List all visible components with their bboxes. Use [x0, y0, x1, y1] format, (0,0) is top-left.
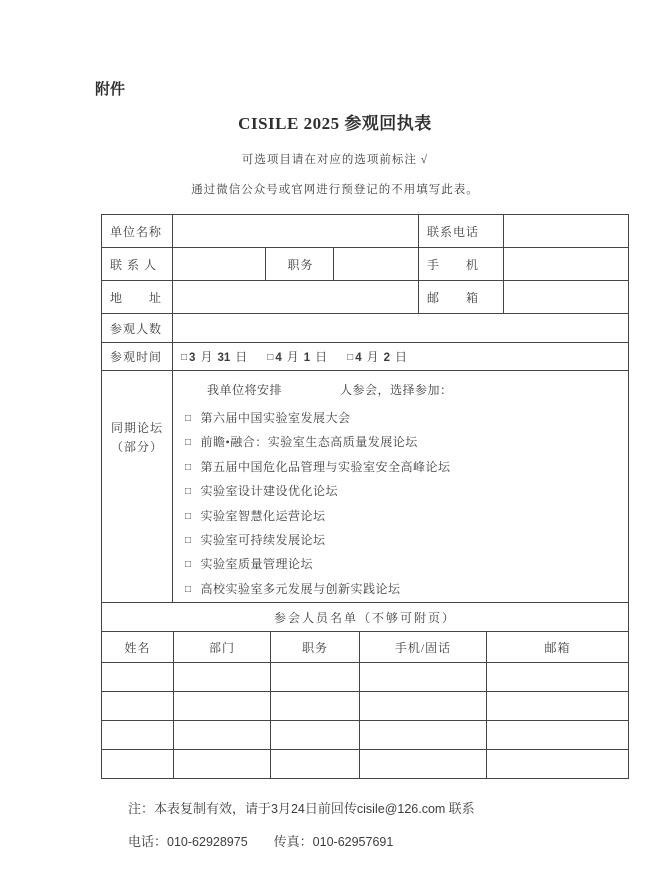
- attendee-cell[interactable]: [360, 721, 487, 750]
- checkbox-icon[interactable]: □: [185, 437, 192, 449]
- forum-option-label: 实验室可持续发展论坛: [200, 533, 326, 548]
- forum-option-label: 高校实验室多元发展与创新实践论坛: [200, 581, 401, 596]
- info-table: [101, 214, 629, 603]
- attendee-cell[interactable]: [102, 692, 174, 721]
- footer-line-2: [128, 832, 670, 852]
- checkbox-icon[interactable]: □: [185, 535, 192, 547]
- forum-option-label: 实验室质量管理论坛: [200, 557, 314, 572]
- position-input-cell[interactable]: [334, 248, 419, 281]
- date-day-unit: 日: [235, 350, 248, 364]
- attendee-cell[interactable]: [102, 721, 174, 750]
- position-label: 职务: [266, 248, 334, 281]
- attendee-empty-row: [102, 721, 629, 750]
- note-suffix: 联系: [448, 801, 475, 817]
- unit-name-label: 单位名称: [102, 215, 173, 248]
- mobile-label: 手 机: [419, 248, 504, 281]
- attendee-table: [101, 602, 629, 779]
- col-header-email: 邮箱: [487, 632, 629, 663]
- col-header-name: 姓名: [102, 632, 174, 663]
- visitor-count-label: 参观人数: [102, 314, 173, 343]
- date-month-unit: 月: [200, 350, 213, 364]
- forum-label-line2: （部分）: [110, 440, 163, 454]
- visit-dates-cell: [173, 343, 629, 371]
- table-row: [102, 281, 629, 314]
- visit-date-option-1: [181, 350, 252, 364]
- forum-option: [185, 407, 624, 431]
- forum-option: [185, 456, 624, 480]
- note-prefix: 注：本表复制有效，请于: [128, 801, 272, 817]
- contact-email: cisile@126.com: [356, 802, 446, 817]
- unit-name-input-cell[interactable]: [173, 215, 419, 248]
- forum-option-label: 第五届中国危化品管理与实验室安全高峰论坛: [200, 459, 451, 474]
- phone-number: 010-62928975: [167, 835, 248, 850]
- footer-note: [128, 799, 670, 852]
- col-header-department: 部门: [174, 632, 271, 663]
- col-header-phone: 手机/固话: [360, 632, 487, 663]
- visitor-count-input-cell[interactable]: [173, 314, 629, 343]
- attendee-section-title: 参会人员名单（不够可附页）: [102, 603, 629, 632]
- attendee-empty-row: [102, 663, 629, 692]
- table-row: [102, 603, 629, 632]
- attendee-cell[interactable]: [360, 692, 487, 721]
- attendee-cell[interactable]: [271, 750, 360, 779]
- attendee-cell[interactable]: [271, 692, 360, 721]
- attendee-cell[interactable]: [360, 663, 487, 692]
- forum-option: [185, 505, 624, 529]
- instruction-note-1: 可选项目请在对应的选项前标注 √: [241, 154, 429, 166]
- footer-line-1: [128, 799, 670, 819]
- forum-option: [185, 529, 624, 553]
- address-input-cell[interactable]: [173, 281, 419, 314]
- visit-time-label: 参观时间: [102, 343, 173, 371]
- forum-option-label: 实验室设计建设优化论坛: [200, 484, 339, 499]
- note-deadline-month: 3: [271, 802, 278, 817]
- contact-phone-input-cell[interactable]: [504, 215, 629, 248]
- table-row: [102, 343, 629, 371]
- mobile-input-cell[interactable]: [504, 248, 629, 281]
- date-day-num: 31: [217, 352, 231, 364]
- checkbox-icon[interactable]: □: [267, 352, 274, 363]
- checkbox-icon[interactable]: □: [185, 413, 192, 424]
- forum-intro: [173, 379, 624, 401]
- checkbox-icon[interactable]: □: [185, 583, 192, 595]
- checkbox-icon[interactable]: □: [181, 352, 188, 363]
- note-deadline-day: 24: [290, 802, 305, 817]
- date-day-unit: 日: [315, 350, 328, 364]
- attendee-cell[interactable]: [360, 750, 487, 779]
- forum-option-label: 前瞻•融合：实验室生态高质量发展论坛: [200, 435, 418, 450]
- date-month-num: 3: [189, 352, 196, 364]
- checkbox-icon[interactable]: □: [185, 486, 192, 498]
- attendee-empty-row: [102, 692, 629, 721]
- attendee-cell[interactable]: [174, 663, 271, 692]
- attendee-empty-row: [102, 750, 629, 779]
- forum-intro-prefix: 我单位将安排: [207, 383, 283, 397]
- email-label: 邮 箱: [419, 281, 504, 314]
- attendee-cell[interactable]: [487, 721, 629, 750]
- fax-label: 传真：: [273, 834, 313, 850]
- date-month-unit: 月: [286, 350, 299, 364]
- forum-option-label: 实验室智慧化运营论坛: [200, 508, 326, 523]
- contact-phone-label: 联系电话: [419, 215, 504, 248]
- attendee-cell[interactable]: [271, 721, 360, 750]
- forum-content-cell: [173, 371, 629, 603]
- instruction-note-2: 通过微信公众号或官网进行预登记的不用填写此表。: [191, 184, 479, 196]
- table-row: [102, 215, 629, 248]
- attendee-cell[interactable]: [174, 721, 271, 750]
- note-day-unit: 日前回传: [304, 801, 357, 817]
- checkbox-icon[interactable]: □: [185, 461, 192, 473]
- forum-option: [185, 431, 624, 455]
- attachment-label: 附件: [95, 82, 126, 98]
- date-day-num: 2: [383, 352, 391, 364]
- table-row: [102, 248, 629, 281]
- checkbox-icon[interactable]: □: [185, 559, 192, 571]
- forum-option: [185, 553, 624, 577]
- address-label: 地 址: [102, 281, 173, 314]
- contact-person-input-cell[interactable]: [173, 248, 266, 281]
- date-month-num: 4: [275, 352, 282, 364]
- fax-number: 010-62957691: [312, 835, 394, 850]
- attendee-cell[interactable]: [102, 750, 174, 779]
- phone-label: 电话：: [128, 834, 168, 850]
- date-day-unit: 日: [395, 350, 408, 364]
- checkbox-icon[interactable]: □: [185, 510, 192, 522]
- table-row: [102, 371, 629, 603]
- checkbox-icon[interactable]: □: [347, 352, 354, 363]
- forum-label-line1: 同期论坛: [110, 421, 163, 435]
- col-header-position: 职务: [271, 632, 360, 663]
- forum-options-list: [173, 407, 624, 602]
- page-title: CISILE 2025 参观回执表: [238, 114, 432, 133]
- visit-date-option-3: [347, 350, 412, 364]
- attendee-header-row: [102, 632, 629, 663]
- attendee-cell[interactable]: [271, 663, 360, 692]
- attendee-cell[interactable]: [174, 692, 271, 721]
- attendee-cell[interactable]: [487, 750, 629, 779]
- forum-section-label: [102, 371, 173, 603]
- contact-person-label: 联 系 人: [102, 248, 173, 281]
- attendee-cell[interactable]: [487, 663, 629, 692]
- attendee-cell[interactable]: [487, 692, 629, 721]
- date-month-unit: 月: [366, 350, 379, 364]
- date-day-num: 1: [303, 352, 311, 364]
- forum-option: [185, 480, 624, 504]
- note-month-unit: 月: [277, 801, 291, 817]
- table-row: [102, 314, 629, 343]
- visit-date-option-2: [267, 350, 332, 364]
- forum-intro-suffix: 人参会，选择参加：: [340, 383, 453, 397]
- attendee-cell[interactable]: [174, 750, 271, 779]
- attendee-cell[interactable]: [102, 663, 174, 692]
- email-input-cell[interactable]: [504, 281, 629, 314]
- forum-option: [185, 578, 624, 602]
- forum-option-label: 第六届中国实验室发展大会: [200, 411, 351, 425]
- date-month-num: 4: [355, 352, 362, 364]
